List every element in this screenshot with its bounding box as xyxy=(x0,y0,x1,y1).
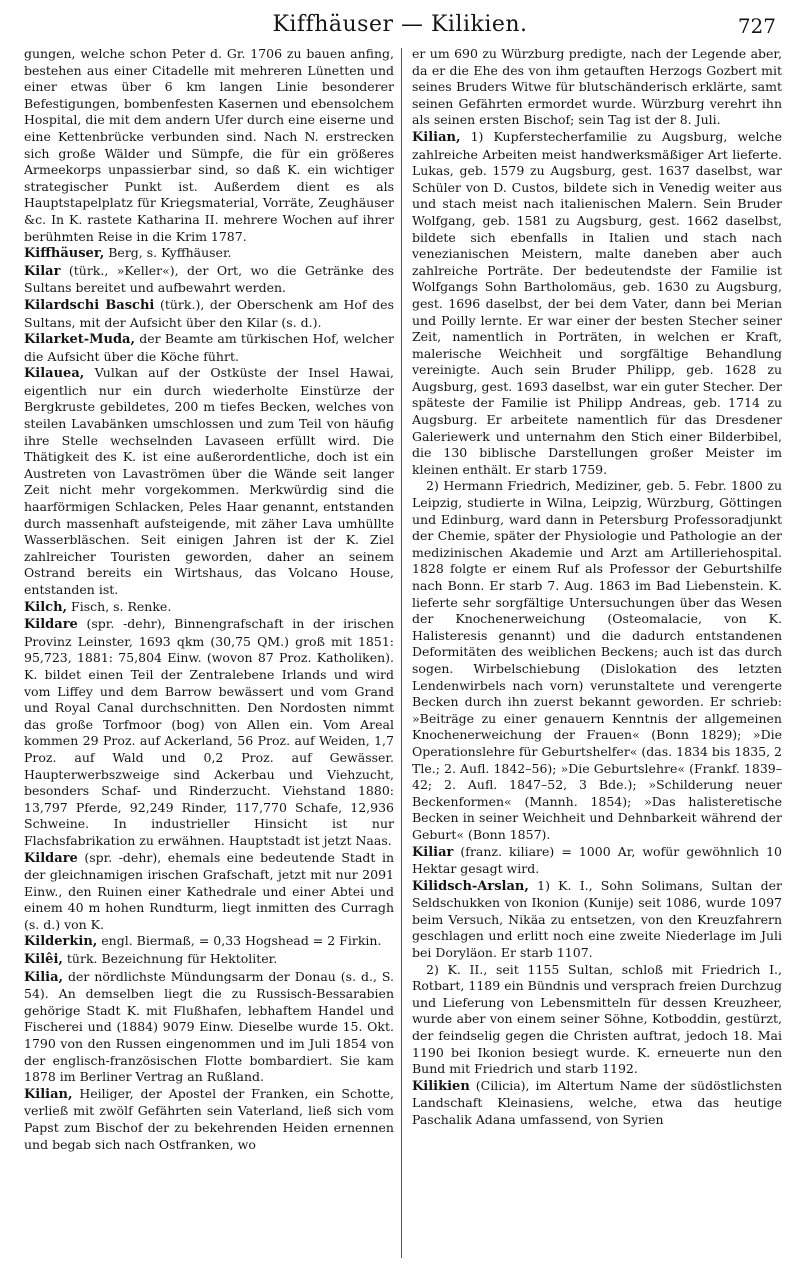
entry-paragraph xyxy=(412,478,782,843)
entry-text: der nördlichste Mündungsarm der Donau (s. d., S. 54). An demselben liegt die zu Russisch-Bessarabien gehörige Stadt K. mit Flußhafen, lebhaftem Handel und Fischerei und (1884) 9079 Einw. Dieselbe wurde 15. Okt. 1790 von den Russen eingenommen und im Juli 1854 von der englisch-französischen Flotte bombardiert. Sie kam 1878 im Berliner Vertrag an Rußland. xyxy=(24,968,394,1085)
entry-text: 1) Kupferstecherfamilie zu Augsburg, welche zahlreiche Arbeiten meist handwerksmäßiger Art lieferte. Lukas, geb. 1579 zu Augsburg, gest. 1637 daselbst, war Schüler von D. Custos, bildete sich in Venedig weiter aus und stach meist nach italienischen Malern. Sein Bruder Wolfgang, geb. 1581 zu Augsburg, gest. 1662 daselbst, bildete sich ebenfalls in Italien und stach nach venezianischen Meistern, malte daneben aber auch zahlreiche Porträte. Der bedeutendste der Familie ist Wolfgangs Sohn Bartholomäus, geb. 1630 zu Augsburg, gest. 1696 daselbst, der bei dem Vater, dann bei Merian und Poilly lernte. Er war einer der besten Stecher seiner Zeit, namentlich in Porträten, in welchen er Kraft, malerische Weichheit und sorgfältige Behandlung vereinigte. Auch sein Bruder Philipp, geb. 1628 zu Augsburg, gest. 1693 daselbst, war ein guter Stecher. Der späteste der Familie ist Philipp Andreas, geb. 1714 zu Augsburg. Er arbeitete namentlich für das Dresdener Galeriewerk und unternahm den Stich einer Bilderbibel, die 130 biblische Darstellungen großer Meister im kleinen enthält. Er starb 1759. xyxy=(412,128,782,477)
entry-paragraph xyxy=(412,962,782,1078)
right-column xyxy=(412,46,782,1261)
page-header xyxy=(24,10,776,44)
entry-text: Heiliger, der Apostel der Franken, ein Schotte, verließ mit zwölf Gefährten sein Vaterland, ließ sich vom Papst zum Bischof der zu bekehrenden Heiden ernennen und begab sich nach Ostfranken, wo xyxy=(24,1085,394,1152)
entry-headword: Kilardschi Baschi xyxy=(24,297,155,313)
entry-paragraph xyxy=(24,1086,394,1153)
entry-text: 2) K. II., seit 1155 Sultan, schloß mit Friedrich I., Rotbart, 1189 ein Bündnis und versprach freien Durchzug und Lieferung von Lebensmitteln für dessen Kreuzheer, wurde aber von einem seiner Söhne, Kotboddin, gestürzt, der feindselig gegen die Christen auftrat, jedoch 18. Mai 1190 bei Ikonion besiegt wurde. K. erneuerte nun den Bund mit Friedrich und starb 1192. xyxy=(412,961,782,1077)
entry-headword: Kilikien xyxy=(412,1078,470,1094)
entry-text: 2) Hermann Friedrich, Mediziner, geb. 5. Febr. 1800 zu Leipzig, studierte in Wilna, Leipzig, Würzburg, Göttingen und Edinburg, ward dann in Petersburg Professoradjunkt der Chemie, später der Physiologie und Pathologie an der medizinischen Akademie und Arzt am Artilleriehospital. 1828 folgte er einem Ruf als Professor der Geburtshilfe nach Bonn. Er starb 7. Aug. 1863 im Bad Liebenstein. K. lieferte sehr sorgfältige Untersuchungen über das Wesen der Knochenerweichung (Osteomalacie, von K. Halisteresis genannt) und die dadurch entstandenen Deformitäten des weiblichen Beckens; auch ist das durch sogen. Wirbelschiebung (Dislokation des letzten Lendenwirbels nach vorn) verunstaltete und verengerte Becken durch ihn zuerst bekannt geworden. Er schrieb: »Beiträge zu einer genauern Kenntnis der allgemeinen Knochenerweichung der Frauen« (Bonn 1829); »Die Operationslehre für Geburtshelfer« (das. 1834 bis 1835, 2 Tle.; 2. Aufl. 1842–56); »Die Geburtslehre« (Frankf. 1839–42; 2. Aufl. 1847–52, 3 Bde.); »Schilderung neuer Beckenformen« (Mannh. 1854); »Das halisteretische Becken in seiner Weichheit und Dehnbarkeit während der Geburt« (Bonn 1857). xyxy=(412,478,782,842)
entry-text: Berg, s. Kyffhäuser. xyxy=(104,245,232,261)
running-title: Kiffhäuser — Kilikien. xyxy=(272,12,528,37)
entry-paragraph xyxy=(24,365,394,598)
entry-text: (türk., »Keller«), der Ort, wo die Getränke des Sultans bereitet und aufbewahrt werden. xyxy=(24,262,394,296)
entry-headword: Kildare xyxy=(24,850,78,866)
entry-headword: Kilar xyxy=(24,263,61,279)
page-number: 727 xyxy=(737,14,776,38)
entry-headword: Kilêi, xyxy=(24,952,63,968)
entry-text: Fisch, s. Renke. xyxy=(67,598,172,614)
entry-headword: Kilia, xyxy=(24,969,64,985)
entry-headword: Kilidsch-Arslan, xyxy=(412,878,529,894)
entry-text: (franz. kiliare) = 1000 Ar, wofür gewöhnlich 10 Hektar gesagt wird. xyxy=(412,843,782,877)
entry-text: (spr. -dehr), Binnengrafschaft in der irischen Provinz Leinster, 1693 qkm (30,75 QM.) groß mit 1851: 95,723, 1881: 75,804 Einw. (wovon 87 Proz. Katholiken). K. bildet einen Teil der Zentralebene Irlands und wird vom Liffey und dem Barrow bewässert und vom Grand und Royal Canal durchschnitten. Den Nordosten nimmt das große Torfmoor (bog) von Allen ein. Vom Areal kommen 29 Proz. auf Ackerland, 56 Proz. auf Weiden, 1,7 Proz. auf Wald und 0,2 Proz. auf Gewässer. Haupterwerbszweige sind Ackerbau und Viehzucht, besonders Schaf- und Rinderzucht. Viehstand 1880: 13,797 Pferde, 92,249 Rinder, 117,770 Schafe, 12,936 Schweine. In industrieller Hinsicht ist nur Flachsfabrikation zu erwähnen. Hauptstadt ist jetzt Naas. xyxy=(24,616,394,848)
column-divider xyxy=(401,48,402,1258)
entry-headword: Kilian, xyxy=(412,129,461,145)
entry-text: 1) K. I., Sohn Solimans, Sultan der Seldschukken von Ikonion (Kunije) seit 1086, wurde 1097 beim Versuch, Nikäa zu entsetzen, von den Kreuzfahrern geschlagen und erlitt noch eine zweite Niederlage im Juli bei Doryläon. Er starb 1107. xyxy=(412,877,782,961)
entry-paragraph xyxy=(24,951,394,969)
entry-headword: Kiffhäuser, xyxy=(24,246,105,262)
entry-paragraph xyxy=(24,599,394,617)
entry-paragraph xyxy=(24,263,394,297)
entry-paragraph xyxy=(412,1078,782,1129)
entry-text: Vulkan auf der Ostküste der Insel Hawai, eigentlich nur ein durch wiederholte Einstürze der Bergkruste gebildetes, 200 m tiefes Becken, welches von steilen Lavabänken umschlossen und zum Teil von häufig ihre Stelle wechselnden Lavaseen erfüllt wird. Die Thätigkeit des K. ist eine außerordentliche, doch ist ein Austreten von Lavaströmen über die Wände seit langer Zeit nicht mehr vorgekommen. Merkwürdig sind die haarförmigen Schlacken, Peles Haar genannt, entstanden durch massenhaft aufsteigende, mit zäher Lava umhüllte Wasserbläschen. Seit einigen Jahren ist der K. Ziel zahlreicher Touristen geworden, daher an seinem Ostrand bereits ein Wirtshaus, das Volcano House, entstanden ist. xyxy=(24,365,394,597)
entry-paragraph xyxy=(412,46,782,129)
entry-headword: Kilch, xyxy=(24,599,68,615)
entry-text: gungen, welche schon Peter d. Gr. 1706 zu bauen anfing, bestehen aus einer Citadelle mit mehreren Lünetten und einer etwas über 6 km langen Linie besonderer Befestigungen, bombenfesten Kasernen und ebensolchem Hospital, die mit dem andern Ufer durch eine eiserne und eine Kettenbrücke verbunden sind. Nach N. erstrecken sich große Wälder und Sümpfe, die für ein größeres Armeekorps unpassierbar sind, so daß K. ein wichtiger strategischer Punkt ist. Außerdem dient es als Hauptstapelplatz für Kriegsmaterial, Vorräte, Zeughäuser &c. In K. rastete Katharina II. mehrere Wochen auf ihrer berühmten Reise in die Krim 1787. xyxy=(24,46,394,244)
entry-headword: Kilarket-Muda, xyxy=(24,332,136,348)
entry-paragraph xyxy=(24,616,394,849)
entry-paragraph xyxy=(412,129,782,478)
entry-paragraph xyxy=(24,850,394,934)
entry-headword: Kildare xyxy=(24,617,78,633)
entry-headword: Kilderkin, xyxy=(24,934,98,950)
entry-paragraph xyxy=(412,878,782,962)
entry-headword: Kilian, xyxy=(24,1086,73,1102)
entry-paragraph xyxy=(24,969,394,1086)
entry-text: türk. Bezeichnung für Hektoliter. xyxy=(62,951,278,967)
entry-text: (Cilicia), im Altertum Name der südöstlichsten Landschaft Kleinasiens, welche, etwa das heutige Paschalik Adana umfassend, von Syrien xyxy=(412,1077,782,1127)
entry-text: der Beamte am türkischen Hof, welcher die Aufsicht über die Köche führt. xyxy=(24,331,394,364)
entry-headword: Kiliar xyxy=(412,844,454,860)
entry-headword: Kilauea, xyxy=(24,366,85,382)
entry-text: (spr. -dehr), ehemals eine bedeutende Stadt in der gleichnamigen irischen Grafschaft, jetzt mit nur 2091 Einw., den Ruinen einer Kathedrale und einer Abtei und einem 40 m hohen Rundturm, liegt inmitten des Curragh (s. d.) von K. xyxy=(24,849,394,932)
entry-paragraph xyxy=(24,331,394,365)
entry-paragraph xyxy=(24,46,394,245)
entry-paragraph xyxy=(412,844,782,878)
entry-paragraph xyxy=(24,245,394,263)
entry-text: (türk.), der Oberschenk am Hof des Sultans, mit der Aufsicht über den Kilar (s. d.). xyxy=(24,296,394,330)
entry-paragraph xyxy=(24,297,394,331)
entry-paragraph xyxy=(24,933,394,951)
entry-text: engl. Biermaß, = 0,33 Hogshead = 2 Firkin. xyxy=(97,933,382,949)
entry-text: er um 690 zu Würzburg predigte, nach der Legende aber, da er die Ehe des von ihm getauften Herzogs Gozbert mit seines Bruders Witwe für blutschänderisch erklärte, samt seinen Gefährten ermordet wurde. Würzburg verehrt ihn als seinen ersten Bischof; sein Tag ist der 8. Juli. xyxy=(412,46,782,128)
left-column xyxy=(24,46,394,1261)
